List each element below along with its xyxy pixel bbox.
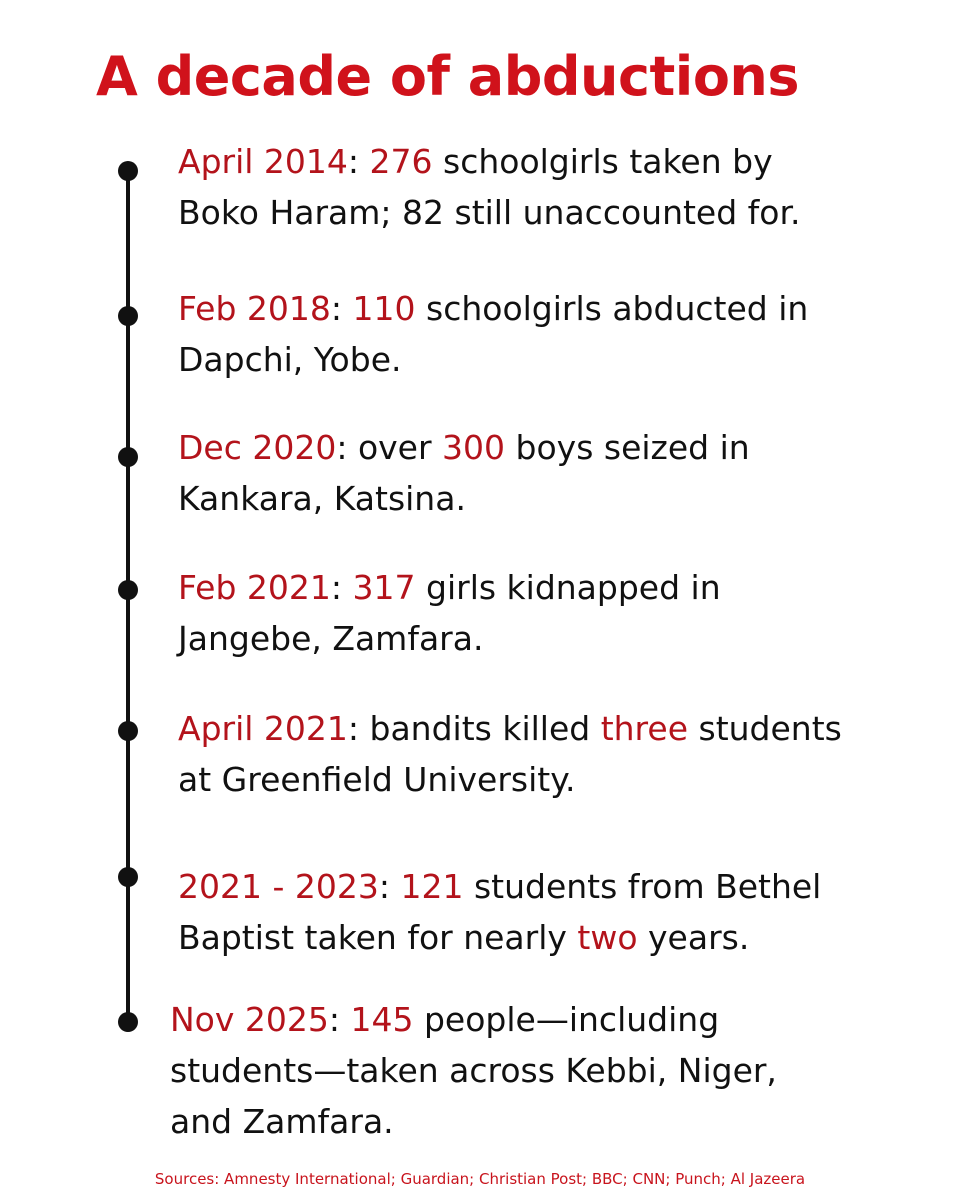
timeline-event (170, 994, 777, 1147)
event-line: Jangebe, Zamfara. (178, 619, 484, 658)
event-line: students—taken across Kebbi, Niger, (170, 1051, 777, 1090)
event-line: and Zamfara. (170, 1102, 394, 1141)
event-line: Dec 2020: over 300 boys seized in (178, 428, 750, 467)
timeline-event (178, 422, 750, 524)
event-line: Feb 2018: 110 schoolgirls abducted in (178, 289, 809, 328)
timeline-dot (118, 447, 138, 467)
timeline-dot (118, 721, 138, 741)
sources-note: Sources: Amnesty International; Guardian; Christian Post; BBC; CNN; Punch; Al Jazeera (154, 1170, 806, 1188)
event-line: Nov 2025: 145 people—including (170, 1000, 720, 1039)
timeline-event (178, 136, 801, 238)
timeline-event (178, 861, 821, 963)
page-title: A decade of abductions (96, 45, 799, 108)
timeline-event (178, 283, 808, 385)
event-line: Dapchi, Yobe. (178, 340, 402, 379)
timeline-event (178, 703, 842, 805)
event-line: 2021 - 2023: 121 students from Bethel (178, 867, 822, 906)
event-line: Kankara, Katsina. (178, 479, 466, 518)
timeline-dot (118, 867, 138, 887)
timeline-dot (118, 1012, 138, 1032)
event-line: Boko Haram; 82 still unaccounted for. (178, 193, 801, 232)
timeline-dot (118, 580, 138, 600)
event-line: Feb 2021: 317 girls kidnapped in (178, 568, 721, 607)
event-line: Baptist taken for nearly two years. (178, 918, 750, 957)
timeline-dot (118, 161, 138, 181)
event-line: April 2021: bandits killed three students (178, 709, 842, 748)
timeline-dot (118, 306, 138, 326)
timeline-event (178, 562, 721, 664)
event-line: at Greenfield University. (178, 760, 576, 799)
event-line: April 2014: 276 schoolgirls taken by (178, 142, 773, 181)
